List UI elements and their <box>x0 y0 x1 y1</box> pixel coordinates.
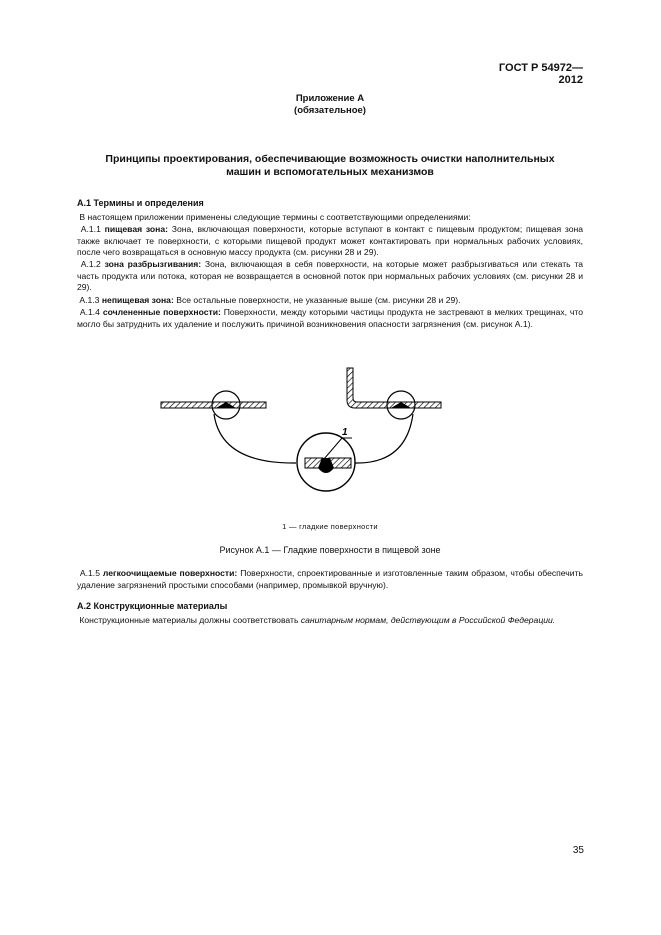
page-title <box>70 153 590 179</box>
figure-caption: Рисунок А.1 — Гладкие поверхности в пищевой зоне <box>219 545 441 555</box>
page-title-line-2: машин и вспомогательных механизмов <box>226 166 434 178</box>
definition-term: легкоочищаемые поверхности: <box>102 568 238 578</box>
section-a2-heading: А.2 Конструкционные материалы <box>77 601 228 611</box>
figure-smooth-surfaces <box>156 364 456 504</box>
figure-legend: 1 — гладкие поверхности <box>282 522 378 531</box>
definition-a1-3 <box>77 295 583 307</box>
annex-title: Приложение А <box>295 93 365 104</box>
annex-status: (обязательное) <box>294 105 366 116</box>
definition-number: А.1.3 <box>79 295 100 305</box>
left-leader-curve <box>214 414 296 463</box>
page-title-line-1: Принципы проектирования, обеспечивающие возможность очистки наполнительных <box>105 153 555 165</box>
section-a2-text <box>77 615 583 627</box>
section-a1-heading: А.1 Термины и определения <box>77 198 204 208</box>
section-a2-text-italic: санитарным нормам, действующим в Российской Федерации. <box>300 615 556 625</box>
definition-text: Поверхности, между которыми частицы продукта не застревают в мелких трещинах, что могло бы затруднить их удаление и послужить причиной возникновения опасности загрязнения (см. рисунок А.1). <box>77 307 584 329</box>
definition-text: Все остальные поверхности, не указанные выше (см. рисунки 28 и 29). <box>176 295 461 305</box>
definition-a1-5 <box>77 568 583 591</box>
definition-a1-4 <box>77 307 583 330</box>
callout-leader <box>324 438 342 459</box>
right-leader-curve <box>355 414 413 463</box>
left-plate <box>161 402 266 408</box>
page-number: 35 <box>572 845 584 856</box>
definition-term: сочлененные поверхности: <box>102 307 221 317</box>
definition-text: Поверхности, спроектированные и изготовленные таким образом, чтобы обеспечить удаление загрязнений простыми способами (например, промывкой вручную). <box>77 568 583 590</box>
section-a1-intro <box>77 212 583 224</box>
callout-number: 1 <box>342 427 348 438</box>
definition-a1-2 <box>77 259 583 294</box>
definition-term: пищевая зона: <box>104 224 169 234</box>
definition-term: непищевая зона: <box>101 295 174 305</box>
definition-number: А.1.4 <box>79 307 100 317</box>
intro-text: В настоящем приложении применены следующие термины с соответствующими определениями: <box>79 212 471 222</box>
definition-number: А.1.5 <box>79 568 100 578</box>
definition-term: зона разбрызгивания: <box>104 259 202 269</box>
definition-text: Зона, включающая в себя поверхности, на которые может разбрызгиваться или стекать та часть продукта или потока, которая не возвращается в основной поток при нормальных рабочих условиях (см. рисунки 28 и 29). <box>77 259 584 292</box>
right-bent-plate <box>347 368 441 408</box>
definition-a1-1 <box>77 224 583 259</box>
definition-number: А.1.2 <box>80 259 101 269</box>
definition-number: А.1.1 <box>80 224 101 234</box>
annex-heading <box>214 93 446 117</box>
definition-text: Зона, включающая поверхности, которые вступают в контакт с пищевым продуктом; пищевая зона также включает те поверхности, с которыми пищевой продукт может контактировать при нормальных рабочих условиях, после чего возвращаться в основную массу продукта (см. рисунки 28 и 29). <box>77 224 584 257</box>
standard-id: ГОСТ Р 54972—2012 <box>498 62 583 86</box>
section-a2-text-plain: Конструкционные материалы должны соответствовать <box>79 615 301 625</box>
